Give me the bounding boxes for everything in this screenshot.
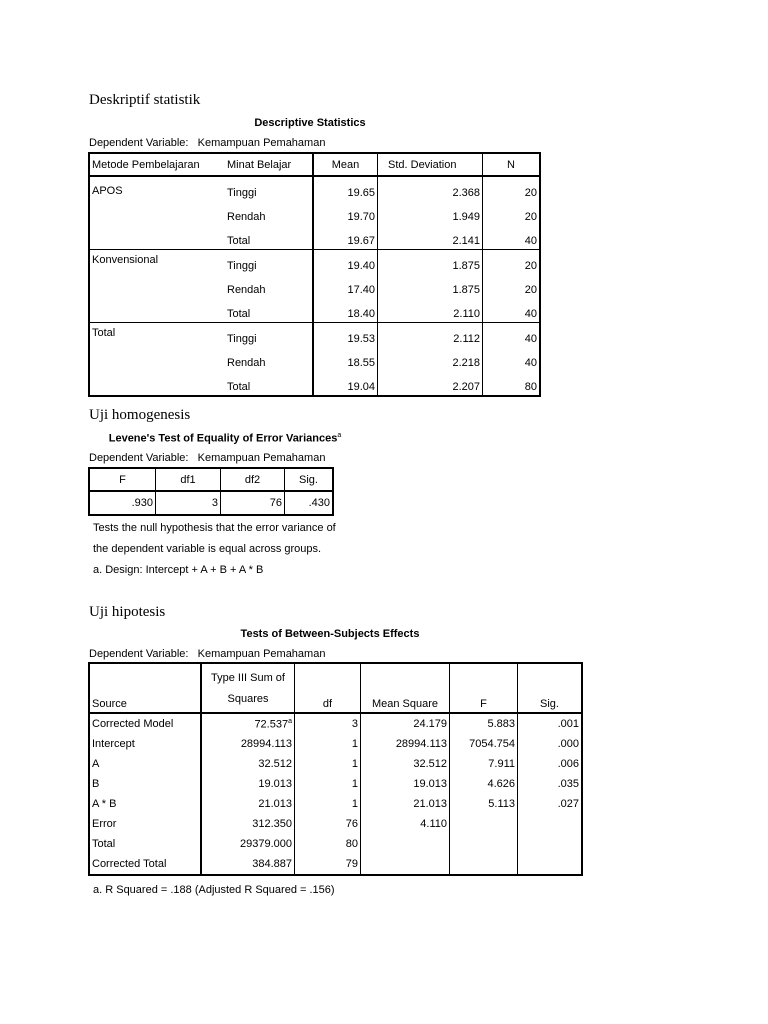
- table-row: [89, 323, 540, 348]
- table-cell: .035: [518, 774, 583, 794]
- table-cell: 19.013: [361, 774, 450, 794]
- table-cell: 32.512: [201, 754, 295, 774]
- table-caption-descriptive: Descriptive Statistics: [254, 117, 366, 129]
- table-cell: Rendah: [227, 284, 266, 296]
- group-label: Konvensional: [89, 250, 225, 323]
- table-cell: 28994.113: [361, 734, 450, 754]
- between-subjects-effects-table: [88, 662, 583, 876]
- table-note: the dependent variable is equal across groups.: [93, 543, 322, 555]
- table-cell: [518, 814, 583, 834]
- table-cell: [450, 854, 518, 875]
- table-cell: 18.40: [313, 298, 378, 323]
- table-cell: Total: [227, 381, 251, 393]
- table-cell: Rendah: [227, 211, 266, 223]
- table-caption-levene: [95, 432, 355, 445]
- footnote-mark: a: [288, 717, 292, 725]
- table-cell: [518, 854, 583, 875]
- table-cell: Total: [225, 225, 313, 250]
- table-row: [89, 176, 540, 201]
- table-cell: 312.350: [201, 814, 295, 834]
- table-cell: [361, 854, 450, 875]
- table-cell: Intercept: [92, 738, 135, 750]
- header-line: Squares: [227, 693, 269, 705]
- column-header: [201, 663, 295, 713]
- header-line: Type III Sum of: [211, 672, 285, 684]
- table-row: [89, 834, 582, 854]
- table-cell: 79: [295, 854, 361, 875]
- table-cell: .930: [131, 497, 153, 509]
- descriptive-statistics-table: [88, 152, 541, 397]
- table-cell: 19.65: [313, 176, 378, 201]
- table-cell: [201, 713, 295, 734]
- table-cell: 40: [483, 347, 541, 371]
- table-cell: 19.04: [313, 371, 378, 396]
- column-header: Minat Belajar: [225, 153, 313, 176]
- column-header: df1: [156, 468, 221, 491]
- table-cell: Rendah: [227, 357, 266, 369]
- table-row: [89, 794, 582, 814]
- table-cell: Tinggi: [227, 333, 257, 345]
- table-cell: 1.875: [378, 250, 483, 275]
- table-cell: 40: [483, 323, 541, 348]
- table-cell: [450, 834, 518, 854]
- table-cell: 20: [483, 176, 541, 201]
- table-cell: 40: [483, 298, 541, 323]
- table-row: [89, 854, 582, 875]
- table-cell: Corrected Total: [92, 858, 167, 870]
- table-cell: 19.53: [313, 323, 378, 348]
- section-heading-hypothesis: Uji hipotesis: [89, 604, 166, 620]
- section-heading-homogeneity: Uji homogenesis: [89, 407, 191, 423]
- column-header: Mean Square: [361, 663, 450, 713]
- table-cell: 1: [295, 734, 361, 754]
- table-cell: .006: [518, 754, 583, 774]
- column-header: df2: [221, 468, 285, 491]
- column-header: Mean: [313, 153, 378, 176]
- caption-footnote-mark: a: [337, 432, 342, 439]
- table-cell: 3: [156, 491, 221, 515]
- table-cell: .001: [518, 713, 583, 734]
- table-cell: 76: [221, 491, 285, 515]
- table-cell: .430: [285, 491, 334, 515]
- table-note: Tests the null hypothesis that the error variance of: [93, 522, 336, 534]
- table-cell: 1.949: [378, 201, 483, 225]
- table-cell: 21.013: [201, 794, 295, 814]
- column-header: F: [89, 468, 156, 491]
- table-cell: 2.112: [378, 323, 483, 348]
- group-label: APOS: [89, 176, 225, 250]
- table-cell: 1.875: [378, 274, 483, 298]
- table-cell: 20: [483, 274, 541, 298]
- table-cell: 20: [483, 250, 541, 275]
- table-cell: A * B: [92, 798, 117, 810]
- table-cell: 19.67: [313, 225, 378, 250]
- table-cell: Corrected Model: [92, 718, 174, 730]
- table-cell: 19.70: [313, 201, 378, 225]
- table-footnote: a. R Squared = .188 (Adjusted R Squared = .156): [93, 884, 335, 896]
- table-cell: 1: [295, 794, 361, 814]
- column-header: Std. Deviation: [378, 153, 483, 176]
- table-cell: 1: [295, 774, 361, 794]
- table-cell: 21.013: [361, 794, 450, 814]
- table-cell: 4.626: [450, 774, 518, 794]
- table-cell: 24.179: [361, 713, 450, 734]
- table-cell: [450, 814, 518, 834]
- dependent-variable-label: Dependent Variable: Kemampuan Pemahaman: [89, 137, 326, 149]
- table-cell: 19.40: [313, 250, 378, 275]
- table-row: [89, 250, 540, 275]
- table-cell: 17.40: [313, 274, 378, 298]
- table-cell: 80: [483, 371, 541, 396]
- table-row: [89, 734, 582, 754]
- table-cell: 2.141: [378, 225, 483, 250]
- table-cell: 29379.000: [201, 834, 295, 854]
- table-cell: B: [92, 778, 100, 790]
- levene-test-table: [88, 467, 334, 516]
- group-label: Total: [92, 327, 116, 339]
- table-header-row: [89, 468, 333, 491]
- dependent-variable-label: Dependent Variable: Kemampuan Pemahaman: [89, 648, 326, 660]
- table-cell: 7054.754: [450, 734, 518, 754]
- table-row: [89, 774, 582, 794]
- table-cell: 5.113: [450, 794, 518, 814]
- table-row: [89, 814, 582, 834]
- table-cell: 1: [295, 754, 361, 774]
- column-header: Sig.: [285, 468, 334, 491]
- table-cell: 76: [295, 814, 361, 834]
- table-cell: .027: [518, 794, 583, 814]
- table-row: [89, 491, 333, 515]
- table-cell: 2.218: [378, 347, 483, 371]
- table-cell: 384.887: [201, 854, 295, 875]
- table-header-row: [89, 663, 582, 713]
- table-cell: 19.013: [201, 774, 295, 794]
- table-cell: 18.55: [313, 347, 378, 371]
- table-cell: 80: [295, 834, 361, 854]
- table-cell: [518, 834, 583, 854]
- table-cell: Tinggi: [227, 187, 257, 199]
- table-row: [89, 713, 582, 734]
- column-header: df: [295, 663, 361, 713]
- cell-value: 72.537: [254, 718, 289, 731]
- table-cell: 20: [483, 201, 541, 225]
- table-footnote: a. Design: Intercept + A + B + A * B: [93, 564, 264, 576]
- table-cell: 40: [483, 225, 541, 250]
- table-cell: 3: [295, 713, 361, 734]
- table-caption-between-subjects: Tests of Between-Subjects Effects: [240, 628, 420, 640]
- table-cell: 2.207: [378, 371, 483, 396]
- table-cell: .000: [518, 734, 583, 754]
- table-cell: Error: [92, 818, 117, 830]
- table-row: [89, 754, 582, 774]
- column-header: Source: [89, 663, 201, 713]
- table-cell: Total: [92, 838, 116, 850]
- column-header: F: [450, 663, 518, 713]
- table-cell: 4.110: [361, 814, 450, 834]
- table-cell: Total: [225, 298, 313, 323]
- table-cell: Tinggi: [227, 260, 257, 272]
- section-heading-descriptive: Deskriptif statistik: [89, 92, 201, 108]
- caption-text: Levene's Test of Equality of Error Variances: [108, 432, 338, 445]
- table-cell: 5.883: [450, 713, 518, 734]
- column-header: Sig.: [518, 663, 583, 713]
- table-cell: [361, 834, 450, 854]
- table-cell: A: [92, 758, 100, 770]
- table-cell: 7.911: [450, 754, 518, 774]
- dependent-variable-label: Dependent Variable: Kemampuan Pemahaman: [89, 452, 326, 464]
- column-header: N: [483, 153, 541, 176]
- table-cell: 32.512: [361, 754, 450, 774]
- table-cell: 28994.113: [201, 734, 295, 754]
- table-header-row: [89, 153, 540, 176]
- column-header: Metode Pembelajaran: [89, 153, 225, 176]
- table-cell: 2.110: [378, 298, 483, 323]
- table-cell: 2.368: [378, 176, 483, 201]
